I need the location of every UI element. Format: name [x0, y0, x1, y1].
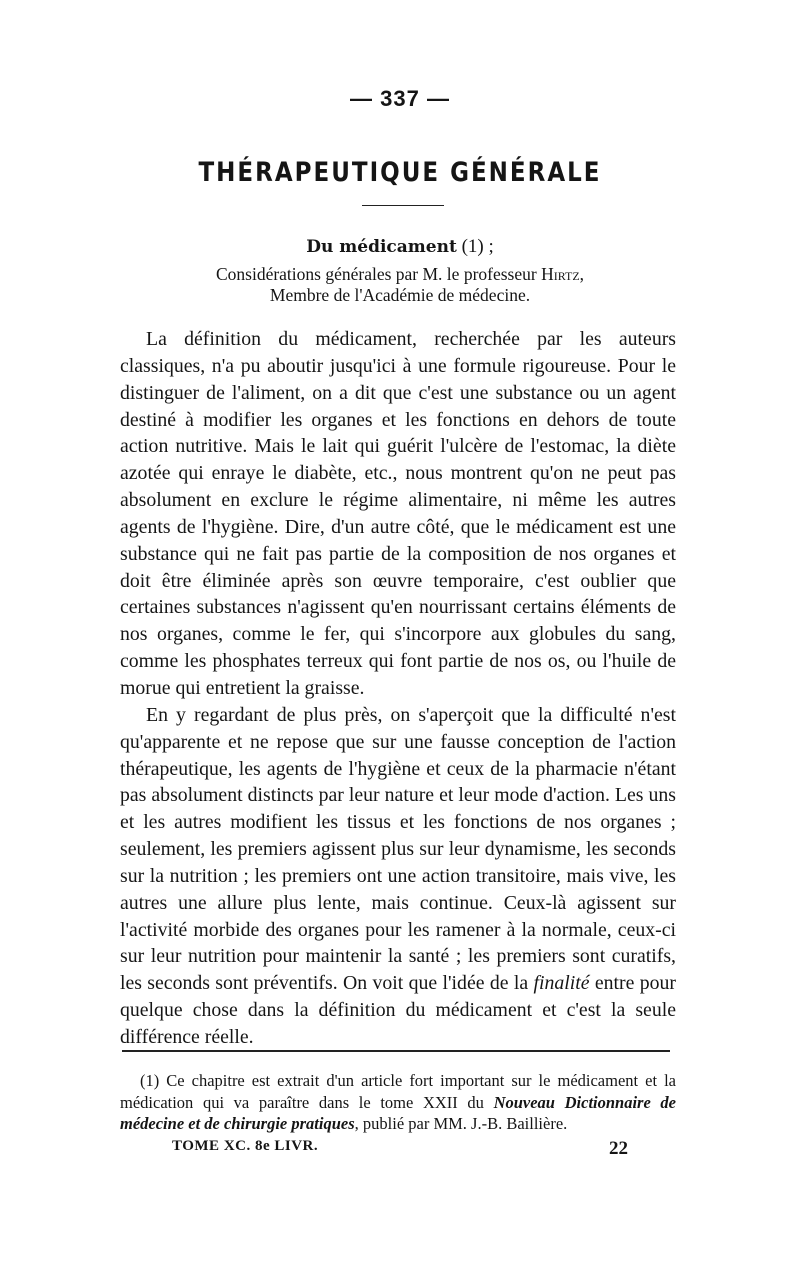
byline-prefix: Considérations générales par M. le professeur	[215, 264, 542, 284]
title-divider	[362, 205, 444, 206]
paragraph-2-end: entre pour quelque chose dans la définition du médicament et c'est la seule différence réelle.	[120, 972, 676, 1048]
byline	[0, 264, 800, 306]
italic-term: finalité	[533, 972, 590, 995]
paragraph-1: La définition du médicament, recherchée par les auteurs classiques, n'a pu aboutir jusqu'ici à une formule rigoureuse. Pour le distinguer de l'aliment, on a dit que c'est une substance ou un agent destiné à modifier les organes et les fonctions en dehors de toute action nutritive. Mais le lait qui guérit l'ulcère de l'estomac, la diète azotée qui enraye le diabète, etc., nous montrent qu'on ne peut pas absolument en exclure le régime alimentaire, ni même les autres agents de l'hygiène. Dire, d'un autre côté, que le médicament est une substance qui ne fait pas partie de la composition de nos organes et doit être éliminée après son œuvre temporaire, c'est oublier que certaines substances n'agissent qu'en nourrissant certains éléments de nos organes, comme le fer, qui s'incorpore aux globules du sang, comme les phosphates terreux qui font partie de nos os, ou l'huile de morue qui entretient la graisse.	[120, 328, 676, 699]
printer-signature	[172, 1138, 628, 1160]
footnote-text-start: (1) Ce chapitre est extrait d'un article fort important sur le médicament et la médication qui va paraître dans le tome XXII du	[120, 1071, 676, 1112]
byline-suffix: ,	[579, 264, 585, 284]
paragraph-2-text: En y regardant de plus près, on s'aperçoit que la difficulté n'est qu'apparente et ne repose que sur une fausse conception de l'action thérapeutique, les agents de l'hygiène et ceux de la pharmacie n'étant pas absolument distincts par leur nature et leur mode d'action. Les uns et les autres modifient les tissus et les fonctions de nos organes ; seulement, les premiers agissent plus sur leur dynamisme, les seconds sur la nutrition ; les premiers ont une action transitoire, mais vive, les autres une allure plus lente, mais continue. Ceux-là agissent sur l'activité morbide des organes pour les ramener à la normale, ceux-ci sur leur nutrition pour maintenir la santé ; les premiers sont curatifs, les seconds sont préventifs. On voit que l'idée de la	[120, 703, 676, 995]
page-number: — 337 —	[350, 86, 450, 111]
paragraph-2	[120, 702, 676, 1051]
signature-number: 22	[609, 1138, 628, 1159]
article-title: Du médicament	[306, 237, 457, 257]
footnote	[120, 1070, 676, 1135]
footnote-text	[120, 1070, 676, 1135]
byline-line-1	[0, 264, 800, 285]
section-title: THÉRAPEUTIQUE GÉNÉRALE	[198, 158, 602, 188]
author-name: Hirtz	[541, 264, 580, 284]
footnote-text-end: , publié par MM. J.-B. Baillière.	[354, 1114, 568, 1133]
body-text	[120, 326, 676, 1051]
byline-line-2: Membre de l'Académie de médecine.	[269, 285, 531, 305]
signature-volume: TOME XC. 8e LIVR.	[172, 1138, 319, 1154]
footnote-divider	[122, 1050, 670, 1052]
footnote-italic-title: Nouveau Dictionnaire de médecine et de chirurgie pratiques	[120, 1092, 677, 1133]
article-subtitle	[0, 236, 800, 258]
footnote-reference: (1) ;	[456, 236, 494, 257]
